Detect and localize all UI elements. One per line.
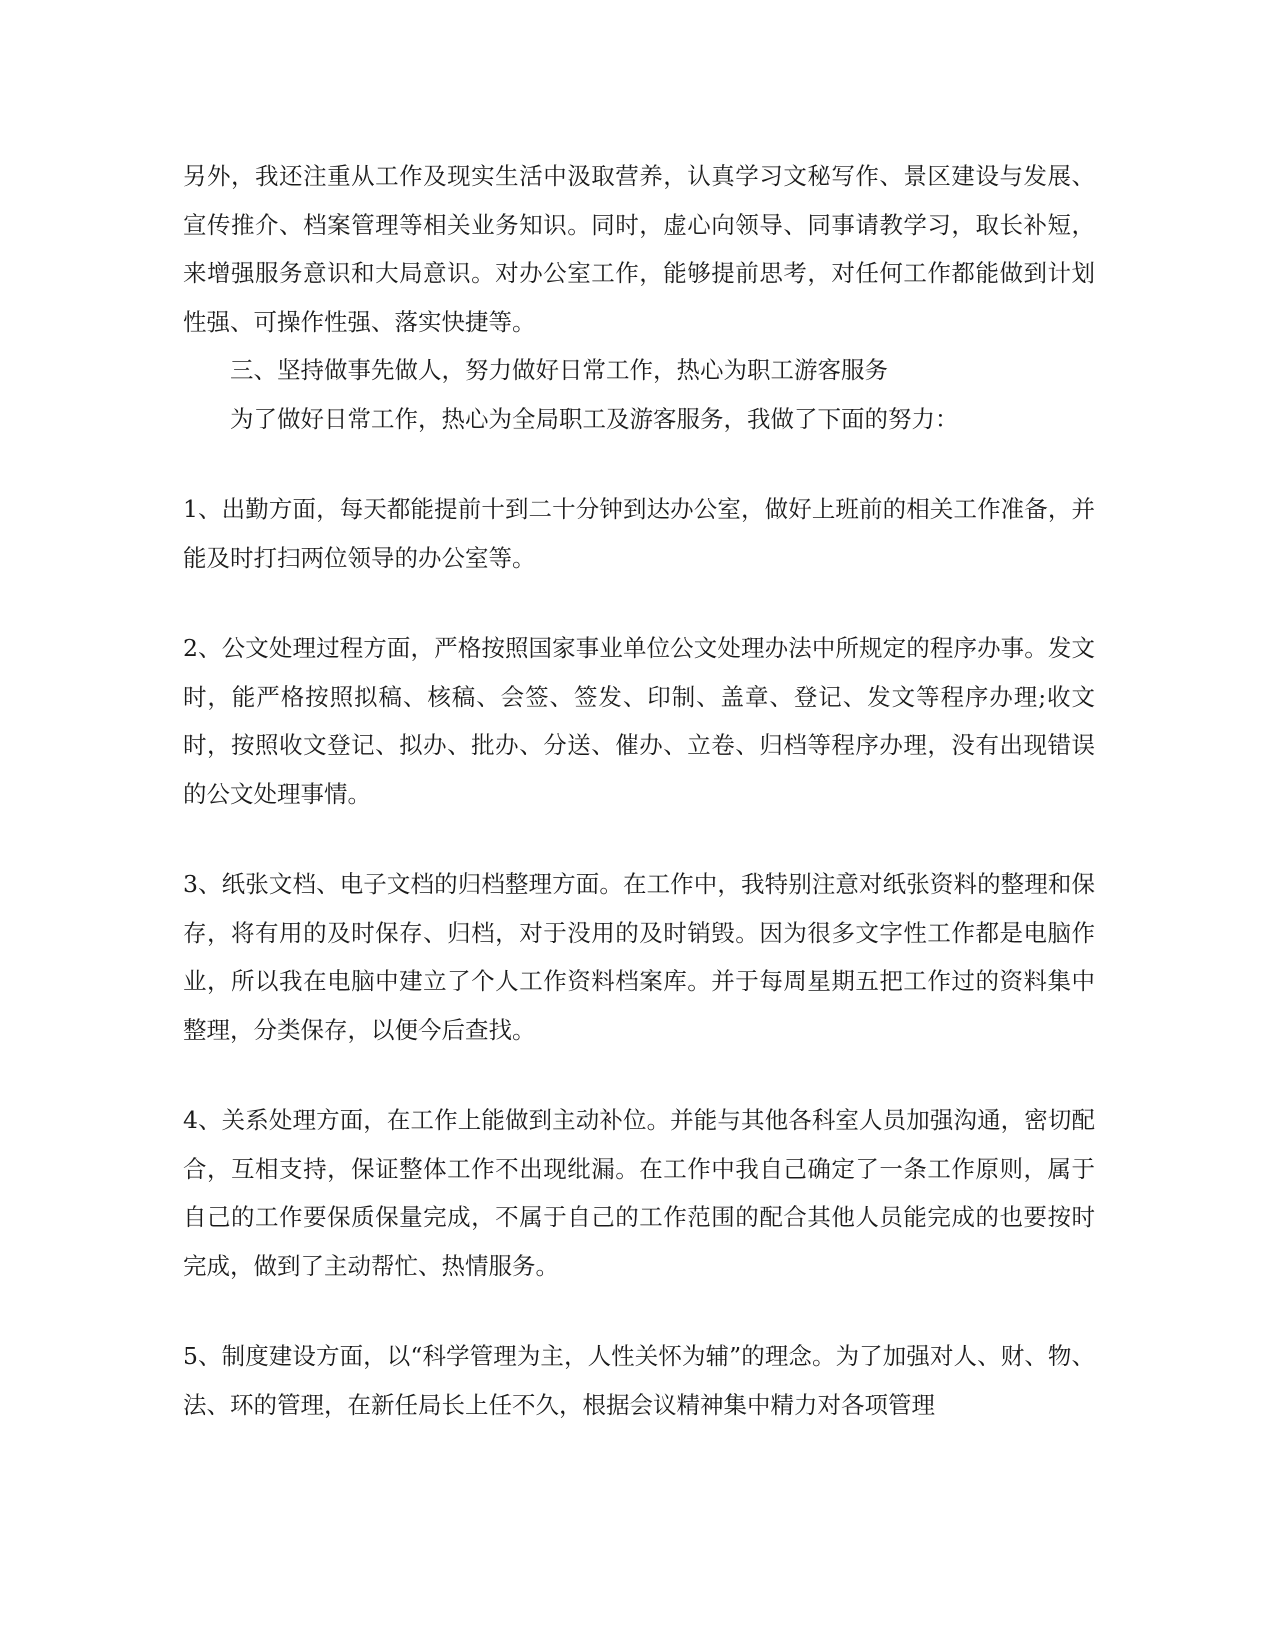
paragraph-item-1: 1、出勤方面，每天都能提前十到二十分钟到达办公室，做好上班前的相关工作准备，并能及时打扫两位领导的办公室等。 — [183, 495, 1095, 572]
paragraph-item-4: 4、关系处理方面，在工作上能做到主动补位。并能与其他各科室人员加强沟通，密切配合，互相支持，保证整体工作不出现纰漏。在工作中我自己确定了一条工作原则，属于自己的工作要保质保量完成，不属于自己的工作范围的配合其他人员能完成的也要按时完成，做到了主动帮忙、热情服务。 — [183, 1106, 1095, 1280]
paragraph-item-3: 3、纸张文档、电子文档的归档整理方面。在工作中，我特别注意对纸张资料的整理和保存，将有用的及时保存、归档，对于没用的及时销毁。因为很多文字性工作都是电脑作业，所以我在电脑中建立了个人工作资料档案库。并于每周星期五把工作过的资料集中整理，分类保存，以便今后查找。 — [183, 870, 1095, 1044]
section-heading: 三、坚持做事先做人，努力做好日常工作，热心为职工游客服务 — [230, 356, 888, 384]
document-body — [183, 152, 1095, 1429]
paragraph-intro: 另外，我还注重从工作及现实生活中汲取营养，认真学习文秘写作、景区建设与发展、宣传推介、档案管理等相关业务知识。同时，虚心向领导、同事请教学习，取长补短，来增强服务意识和大局意识。对办公室工作，能够提前思考，对任何工作都能做到计划性强、可操作性强、落实快捷等。 — [183, 162, 1095, 336]
paragraph-lead-in: 为了做好日常工作，热心为全局职工及游客服务，我做了下面的努力： — [230, 404, 959, 433]
paragraph-item-5: 5、制度建设方面，以“科学管理为主，人性关怀为辅”的理念。为了加强对人、财、物、法、环的管理，在新任局长上任不久，根据会议精神集中精力对各项管理 — [183, 1342, 1095, 1419]
paragraph-item-2: 2、公文处理过程方面，严格按照国家事业单位公文处理办法中所规定的程序办事。发文时，能严格按照拟稿、核稿、会签、签发、印制、盖章、登记、发文等程序办理;收文时，按照收文登记、拟办、批办、分送、催办、立卷、归档等程序办理，没有出现错误的公文处理事情。 — [183, 634, 1095, 808]
